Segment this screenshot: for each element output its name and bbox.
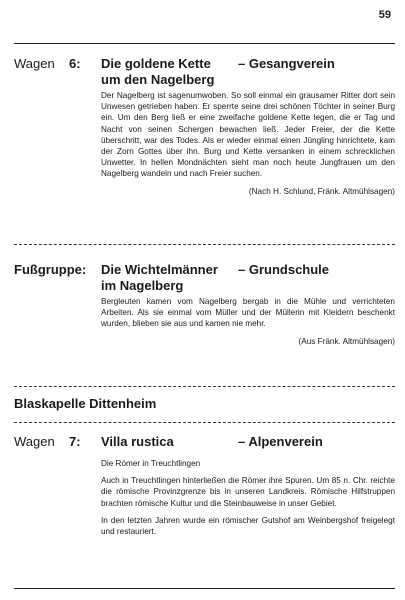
bottom-rule (14, 588, 395, 589)
entry-label: Fußgruppe: (14, 262, 87, 277)
entry-body (101, 458, 395, 537)
entry-organization: – Grundschule (238, 262, 330, 277)
entry-label: Wagen (14, 56, 55, 71)
entry-heading (14, 434, 395, 452)
entry-number: 6: (69, 56, 81, 71)
page-number: 59 (378, 9, 391, 21)
dashed-rule (14, 244, 395, 245)
entry-wagen-6 (14, 56, 395, 197)
band-name: Blaskapelle Dittenheim (14, 396, 157, 411)
entry-label: Wagen (14, 434, 55, 449)
entry-organization: – Gesangverein (238, 56, 335, 71)
entry-paragraph: Auch in Treuchtlingen hinterließen die Römer ihre Spuren. Um 85 n. Chr. reichte die römische Provinzgrenze bis in unseren Landkreis. Römische Hilfstruppen brachten römische Kultur und die Steinbauweise in unser Gebiet. (101, 476, 395, 508)
entry-source: (Aus Fränk. Altmühlsagen) (298, 336, 395, 346)
entry-subtitle: Die Römer in Treuchtlingen (101, 459, 201, 468)
entry-paragraph: In den letzten Jahren wurde ein römischer Gutshof am Weinbergshof freigelegt und restauriert. (101, 515, 395, 537)
dashed-rule (14, 386, 395, 387)
entry-body (101, 296, 395, 347)
entry-title: Die Wichtelmänner im Nagelberg (101, 262, 218, 293)
entry-paragraph: Bergleuten kamen vom Nagelberg bergab in die Mühle und verrichteten Arbeiten. Als sie einmal vom Müller und der Müllerin mit Kleidern beschenkt wurden, blieben sie aus und kamen nie mehr. (101, 297, 395, 329)
entry-title: Die goldene Kette um den Nagelberg (101, 56, 215, 87)
entry-heading (14, 56, 395, 90)
entry-number: 7: (69, 434, 81, 449)
entry-title: Villa rustica (101, 434, 174, 449)
dashed-rule (14, 422, 395, 423)
entry-source: (Nach H. Schlund, Fränk. Altmühlsagen) (248, 186, 395, 196)
entry-fussgruppe (14, 262, 395, 347)
entry-heading (14, 262, 395, 296)
entry-paragraph: Der Nagelberg ist sagenumwoben. So soll einmal ein grausamer Ritter dort sein Unwesen getrieben haben. Er sperrte seine drei schönen Töchter in seiner Burg ein. Um den Berg ließ er eine zweifache goldene Kette legen, die er Tag und Nacht von seinen Schergen bewachen ließ. Jeder Freier, der die Kette überschritt, war des Todes. Als er wieder einmal einen Jüngling hinrichtete, kam der Zorn Gottes über ihn. Burg und Kette versanken in einem schrecklichen Unwetter. In hellen Mondnächten sieht man noch heute Jungfrauen um den Nagelberg wandeln und nach Freier suchen. (101, 91, 395, 179)
entry-body (101, 90, 395, 197)
top-rule (14, 43, 395, 44)
entry-organization: – Alpenverein (238, 434, 323, 449)
entry-wagen-7 (14, 434, 395, 543)
